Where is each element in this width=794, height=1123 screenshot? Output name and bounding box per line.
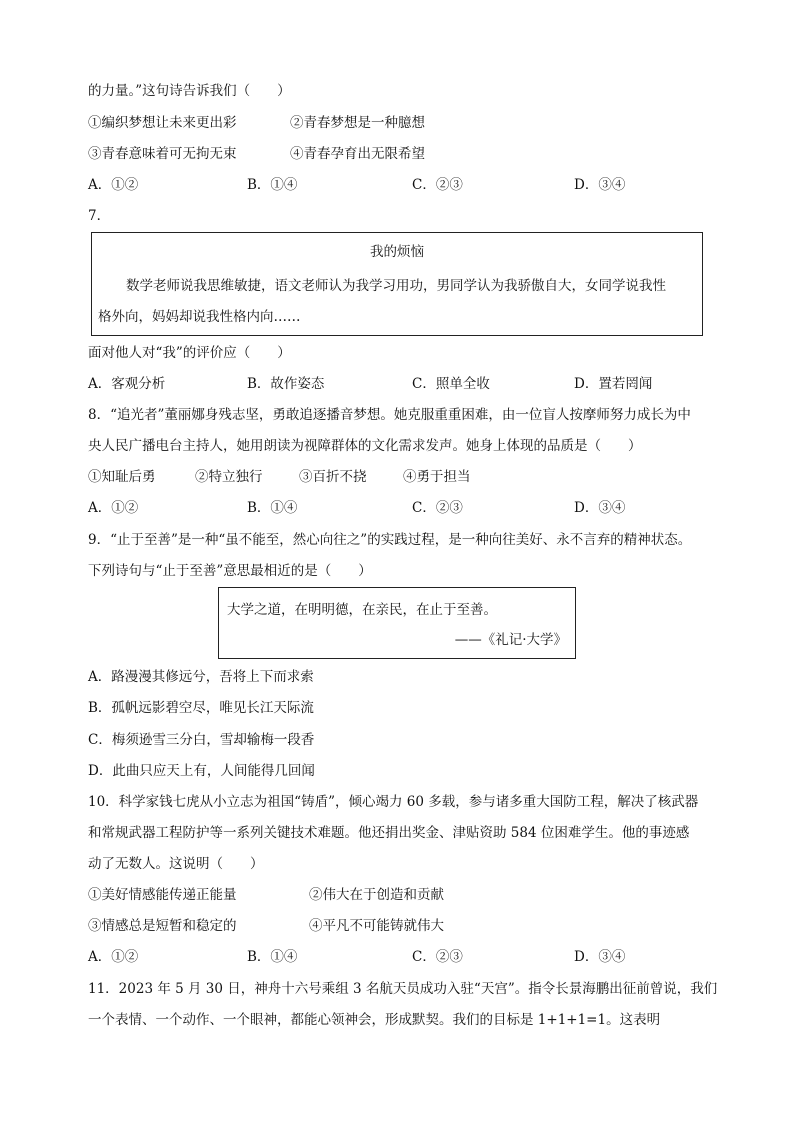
q9-quote-box	[218, 587, 576, 659]
q10-item-3: ③情感总是短暂和稳定的	[88, 918, 237, 934]
q7-option-a: A．客观分析	[88, 376, 166, 392]
q7-option-c: C．照单全收	[412, 376, 490, 392]
q7-option-d: D．置若罔闻	[574, 376, 653, 392]
q10-stem-line-1: 10．科学家钱七虎从小立志为祖国“铸盾”，倾心竭力 60 多载，参与诸多重大国防工程，解决了核武器	[88, 794, 699, 810]
q8-item-4: ④勇于担当	[403, 469, 471, 485]
q9-stem-line-2: 下列诗句与“止于至善”意思最相近的是（ ）	[88, 563, 372, 579]
q10-item-1: ①美好情感能传递正能量	[88, 887, 237, 903]
q8-option-c: C．②③	[412, 500, 463, 516]
q11-stem-line-1: 11．2023 年 5 月 30 日，神舟十六号乘组 3 名航天员成功入驻“天宫”。指令长景海鹏出征前曾说，我们	[88, 981, 718, 997]
q9-option-a: A．路漫漫其修远兮，吾将上下而求索	[88, 669, 314, 685]
q8-item-2: ②特立独行	[195, 469, 263, 485]
q8-option-b: B．①④	[247, 500, 298, 516]
q10-item-2: ②伟大在于创造和贡献	[309, 887, 444, 903]
q10-option-d: D．③④	[574, 949, 626, 965]
q8-stem-line-1: 8．“追光者”董丽娜身残志坚，勇敢追逐播音梦想。她克服重重困难，由一位盲人按摩师努力成长为中	[88, 407, 691, 423]
q9-option-c: C．梅须逊雪三分白，雪却输梅一段香	[88, 732, 315, 748]
q10-option-a: A．①②	[88, 949, 139, 965]
q6-item-1: ①编织梦想让未来更出彩	[88, 115, 237, 131]
q7-material-box	[91, 232, 703, 336]
q7-number: 7．	[88, 208, 111, 224]
q9-option-b: B．孤帆远影碧空尽，唯见长江天际流	[88, 700, 314, 716]
q7-option-b: B．故作姿态	[247, 376, 325, 392]
q8-option-a: A．①②	[88, 500, 139, 516]
q6-option-c: C．②③	[412, 177, 463, 193]
q10-option-b: B．①④	[247, 949, 298, 965]
q6-item-3: ③青春意味着可无拘无束	[88, 146, 237, 162]
q7-box-line-1: 数学老师说我思维敏捷，语文老师认为我学习用功，男同学认为我骄傲自大，女同学说我性	[126, 278, 666, 294]
q8-item-3: ③百折不挠	[299, 469, 367, 485]
q9-quote-source: ——《礼记·大学》	[454, 632, 567, 648]
q6-option-d: D．③④	[574, 177, 626, 193]
q6-stem-tail: 的力量。”这句诗告诉我们（ ）	[88, 83, 291, 99]
q8-option-d: D．③④	[574, 500, 626, 516]
q7-stem: 面对他人对“我”的评价应（ ）	[88, 345, 291, 361]
q9-quote-text: 大学之道，在明明德，在亲民，在止于至善。	[227, 602, 497, 618]
q7-box-line-2: 格外向，妈妈却说我性格内向……	[98, 309, 301, 325]
q9-stem-line-1: 9．“止于至善”是一种“虽不能至，然心向往之”的实践过程，是一种向往美好、永不言弃的精神状态。	[88, 532, 692, 548]
q11-stem-line-2: 一个表情、一个动作、一个眼神，都能心领神会，形成默契。我们的目标是 1+1+1=1。这表明	[88, 1012, 661, 1028]
q6-option-a: A．①②	[88, 177, 139, 193]
q6-option-b: B．①④	[247, 177, 298, 193]
q10-item-4: ④平凡不可能铸就伟大	[309, 918, 444, 934]
q10-option-c: C．②③	[412, 949, 463, 965]
q10-stem-line-2: 和常规武器工程防护等一系列关键技术难题。他还捐出奖金、津贴资助 584 位困难学生。他的事迹感	[88, 825, 690, 841]
q8-item-1: ①知耻后勇	[88, 469, 156, 485]
q10-stem-line-3: 动了无数人。这说明（ ）	[88, 856, 264, 872]
q8-stem-line-2: 央人民广播电台主持人，她用朗读为视障群体的文化需求发声。她身上体现的品质是（ ）	[88, 438, 642, 454]
q7-box-title: 我的烦恼	[370, 244, 424, 260]
q6-item-4: ④青春孕育出无限希望	[290, 146, 425, 162]
q6-item-2: ②青春梦想是一种臆想	[290, 115, 425, 131]
q9-option-d: D．此曲只应天上有，人间能得几回闻	[88, 763, 315, 779]
